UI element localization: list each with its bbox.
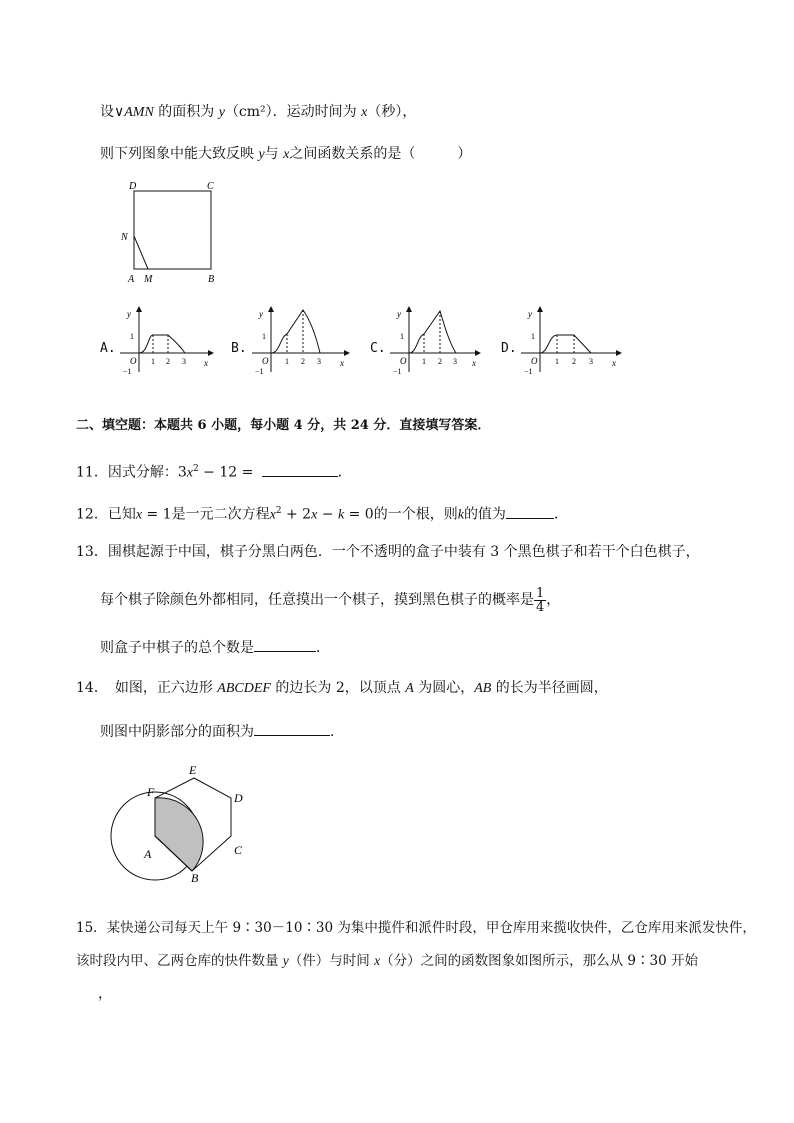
label-D: D <box>234 791 243 805</box>
tick-1: 1 <box>285 357 289 366</box>
y-label: y <box>259 309 263 319</box>
text: （cm²）．运动时间为 <box>224 104 362 120</box>
graph-curve <box>540 335 591 353</box>
math-AB: AB <box>474 681 492 696</box>
shaded-region <box>155 798 203 871</box>
tick-neg1: −1 <box>255 367 264 376</box>
answer-blank[interactable] <box>506 504 554 519</box>
text: （件）与时间 <box>288 953 375 969</box>
y-arrow <box>537 306 543 312</box>
q14-line1 <box>76 679 608 698</box>
math-x: x <box>374 953 381 968</box>
origin-label: O <box>130 356 137 366</box>
math: = 1 <box>142 506 172 523</box>
q13-line3 <box>100 637 330 657</box>
math-x: x <box>135 507 143 523</box>
math-A: A <box>405 681 414 696</box>
tick-3: 3 <box>182 357 186 366</box>
origin-label: O <box>531 356 538 366</box>
y-label: y <box>528 309 532 319</box>
label-M: M <box>144 274 153 285</box>
tick-2: 2 <box>166 357 170 366</box>
square-abcd <box>134 191 211 269</box>
text: 之间函数关系的是（ ） <box>289 146 472 162</box>
tick-3: 3 <box>453 357 457 366</box>
math-y: y <box>218 105 225 120</box>
text: 的边长为 2，以顶点 <box>270 680 406 696</box>
tick-2: 2 <box>572 357 576 366</box>
q10-line1 <box>100 103 416 122</box>
math-y: y <box>282 953 289 968</box>
option-d-graph <box>521 306 626 376</box>
x-arrow <box>344 350 350 356</box>
fraction-one-quarter <box>534 587 546 614</box>
sup: 2 <box>192 464 199 474</box>
numerator: 1 <box>536 585 545 601</box>
option-d-label[interactable]: D. <box>501 341 517 356</box>
math-x: x <box>361 105 368 120</box>
math-x: x <box>311 507 318 523</box>
square-figure <box>120 178 230 288</box>
period: ． <box>316 640 330 656</box>
q14-line2 <box>100 721 344 741</box>
math-hexagon: ABCDEF <box>217 681 271 696</box>
text: 的面积为 <box>153 104 219 120</box>
tick-neg1: −1 <box>524 367 533 376</box>
x-label: x <box>472 358 476 368</box>
option-b-graph <box>252 306 352 376</box>
math-x: x <box>269 507 276 523</box>
text: 14． 如图，正六边形 <box>76 680 218 696</box>
y-arrow <box>268 306 274 312</box>
label-C: C <box>207 181 214 192</box>
y-label: y <box>397 309 401 319</box>
tick-1-y: 1 <box>262 332 266 341</box>
text: 则盒子中棋子的总个数是 <box>100 640 254 656</box>
x-arrow <box>208 350 214 356</box>
tick-3: 3 <box>589 357 593 366</box>
comma: ， <box>546 592 561 608</box>
q12-number: 12．已知 <box>76 506 136 523</box>
math-k: k <box>337 507 345 523</box>
graph-curve <box>409 311 456 353</box>
label-B: B <box>208 274 215 285</box>
y-arrow <box>136 306 142 312</box>
period: ． <box>553 506 568 523</box>
tick-2: 2 <box>438 357 442 366</box>
tick-1: 1 <box>151 357 155 366</box>
graph-curve <box>139 335 185 353</box>
answer-blank[interactable] <box>262 462 338 477</box>
math: − <box>317 506 338 523</box>
tick-1: 1 <box>422 357 426 366</box>
text: 为圆心， <box>413 680 475 696</box>
x-arrow <box>616 350 622 356</box>
text: 每个棋子除颜色外都相同，任意摸出一个棋子，摸到黑色棋子的概率是 <box>100 592 534 608</box>
label-E: E <box>189 763 197 777</box>
tick-1-y: 1 <box>400 332 404 341</box>
label-F: F <box>147 785 155 799</box>
origin-label: O <box>400 356 407 366</box>
graph-curve <box>271 310 320 353</box>
math-y: y <box>258 147 265 162</box>
math-k: k <box>457 507 464 523</box>
text: 的值为 <box>463 506 506 523</box>
text: 的长为半径画圆， <box>491 680 608 696</box>
q11-number: 11．因式分解： <box>76 464 178 481</box>
q15-line2 <box>76 952 698 970</box>
math-amn: AMN <box>124 105 154 120</box>
label-B: B <box>191 871 199 885</box>
text: 则下列图象中能大致反映 <box>100 146 259 162</box>
answer-blank[interactable] <box>254 721 330 736</box>
segment-nm <box>134 236 148 269</box>
hexagon-figure <box>105 760 255 890</box>
text: （秒）， <box>367 104 417 120</box>
q13-line1: 13．围棋起源于中国，棋子分黑白两色．一个不透明的盒子中装有 3 个黑色棋子和若干个白色棋子， <box>76 544 700 560</box>
q10-line2 <box>100 145 471 164</box>
x-arrow <box>475 350 481 356</box>
label-D: D <box>129 181 137 192</box>
q13-line2 <box>100 583 560 617</box>
tick-3: 3 <box>317 357 321 366</box>
option-a-label[interactable]: A. <box>100 341 116 356</box>
x-label: x <box>204 358 208 368</box>
x-label: x <box>340 358 344 368</box>
section-header: 二、填空题：本题共 6 小题，每小题 4 分，共 24 分．直接填写答案． <box>76 418 491 433</box>
x-label: x <box>612 358 616 368</box>
tick-neg1: −1 <box>393 367 402 376</box>
q15-line1: 15．某快递公司每天上午 9∶30－10∶30 为集中揽件和派件时段，甲仓库用来揽收快件，乙仓库用来派发快件， <box>76 920 756 936</box>
option-a-graph <box>120 306 215 376</box>
tick-2: 2 <box>301 357 305 366</box>
expr: 3 <box>177 464 187 481</box>
text: 设∨ <box>100 104 125 120</box>
q12 <box>76 502 568 525</box>
label-A: A <box>144 847 152 861</box>
origin-label: O <box>262 356 269 366</box>
label-N: N <box>121 232 128 243</box>
period: ． <box>330 724 344 740</box>
text: 则图中阴影部分的面积为 <box>100 724 254 740</box>
q11 <box>76 460 352 483</box>
tick-neg1: −1 <box>123 367 132 376</box>
q15-line3: ， <box>98 986 112 1002</box>
text: 的一个根，则 <box>373 506 458 523</box>
sup: 2 <box>275 506 282 516</box>
label-A: A <box>128 274 135 285</box>
text: 该时段内甲、乙两仓库的快件数量 <box>76 953 283 969</box>
math: = 0 <box>344 506 374 523</box>
expr: − 12 = <box>198 464 258 481</box>
option-c-graph <box>390 306 485 376</box>
tick-1-y: 1 <box>130 332 134 341</box>
tick-1: 1 <box>555 357 559 366</box>
text: 是一元二次方程 <box>171 506 270 523</box>
text: （分）之间的函数图象如图所示，那么从 9∶30 开始 <box>380 953 698 969</box>
math-x: x <box>283 147 290 162</box>
option-c-label[interactable]: C. <box>370 341 386 356</box>
period: ． <box>337 464 352 481</box>
y-arrow <box>406 306 412 312</box>
denominator: 4 <box>536 599 545 615</box>
y-label: y <box>127 309 131 319</box>
math: + 2 <box>281 506 312 523</box>
text: 与 <box>264 146 284 162</box>
label-C: C <box>234 843 243 857</box>
math-x: x <box>186 465 193 481</box>
option-b-label[interactable]: B. <box>231 341 247 356</box>
answer-blank[interactable] <box>254 637 316 652</box>
tick-1-y: 1 <box>531 332 535 341</box>
